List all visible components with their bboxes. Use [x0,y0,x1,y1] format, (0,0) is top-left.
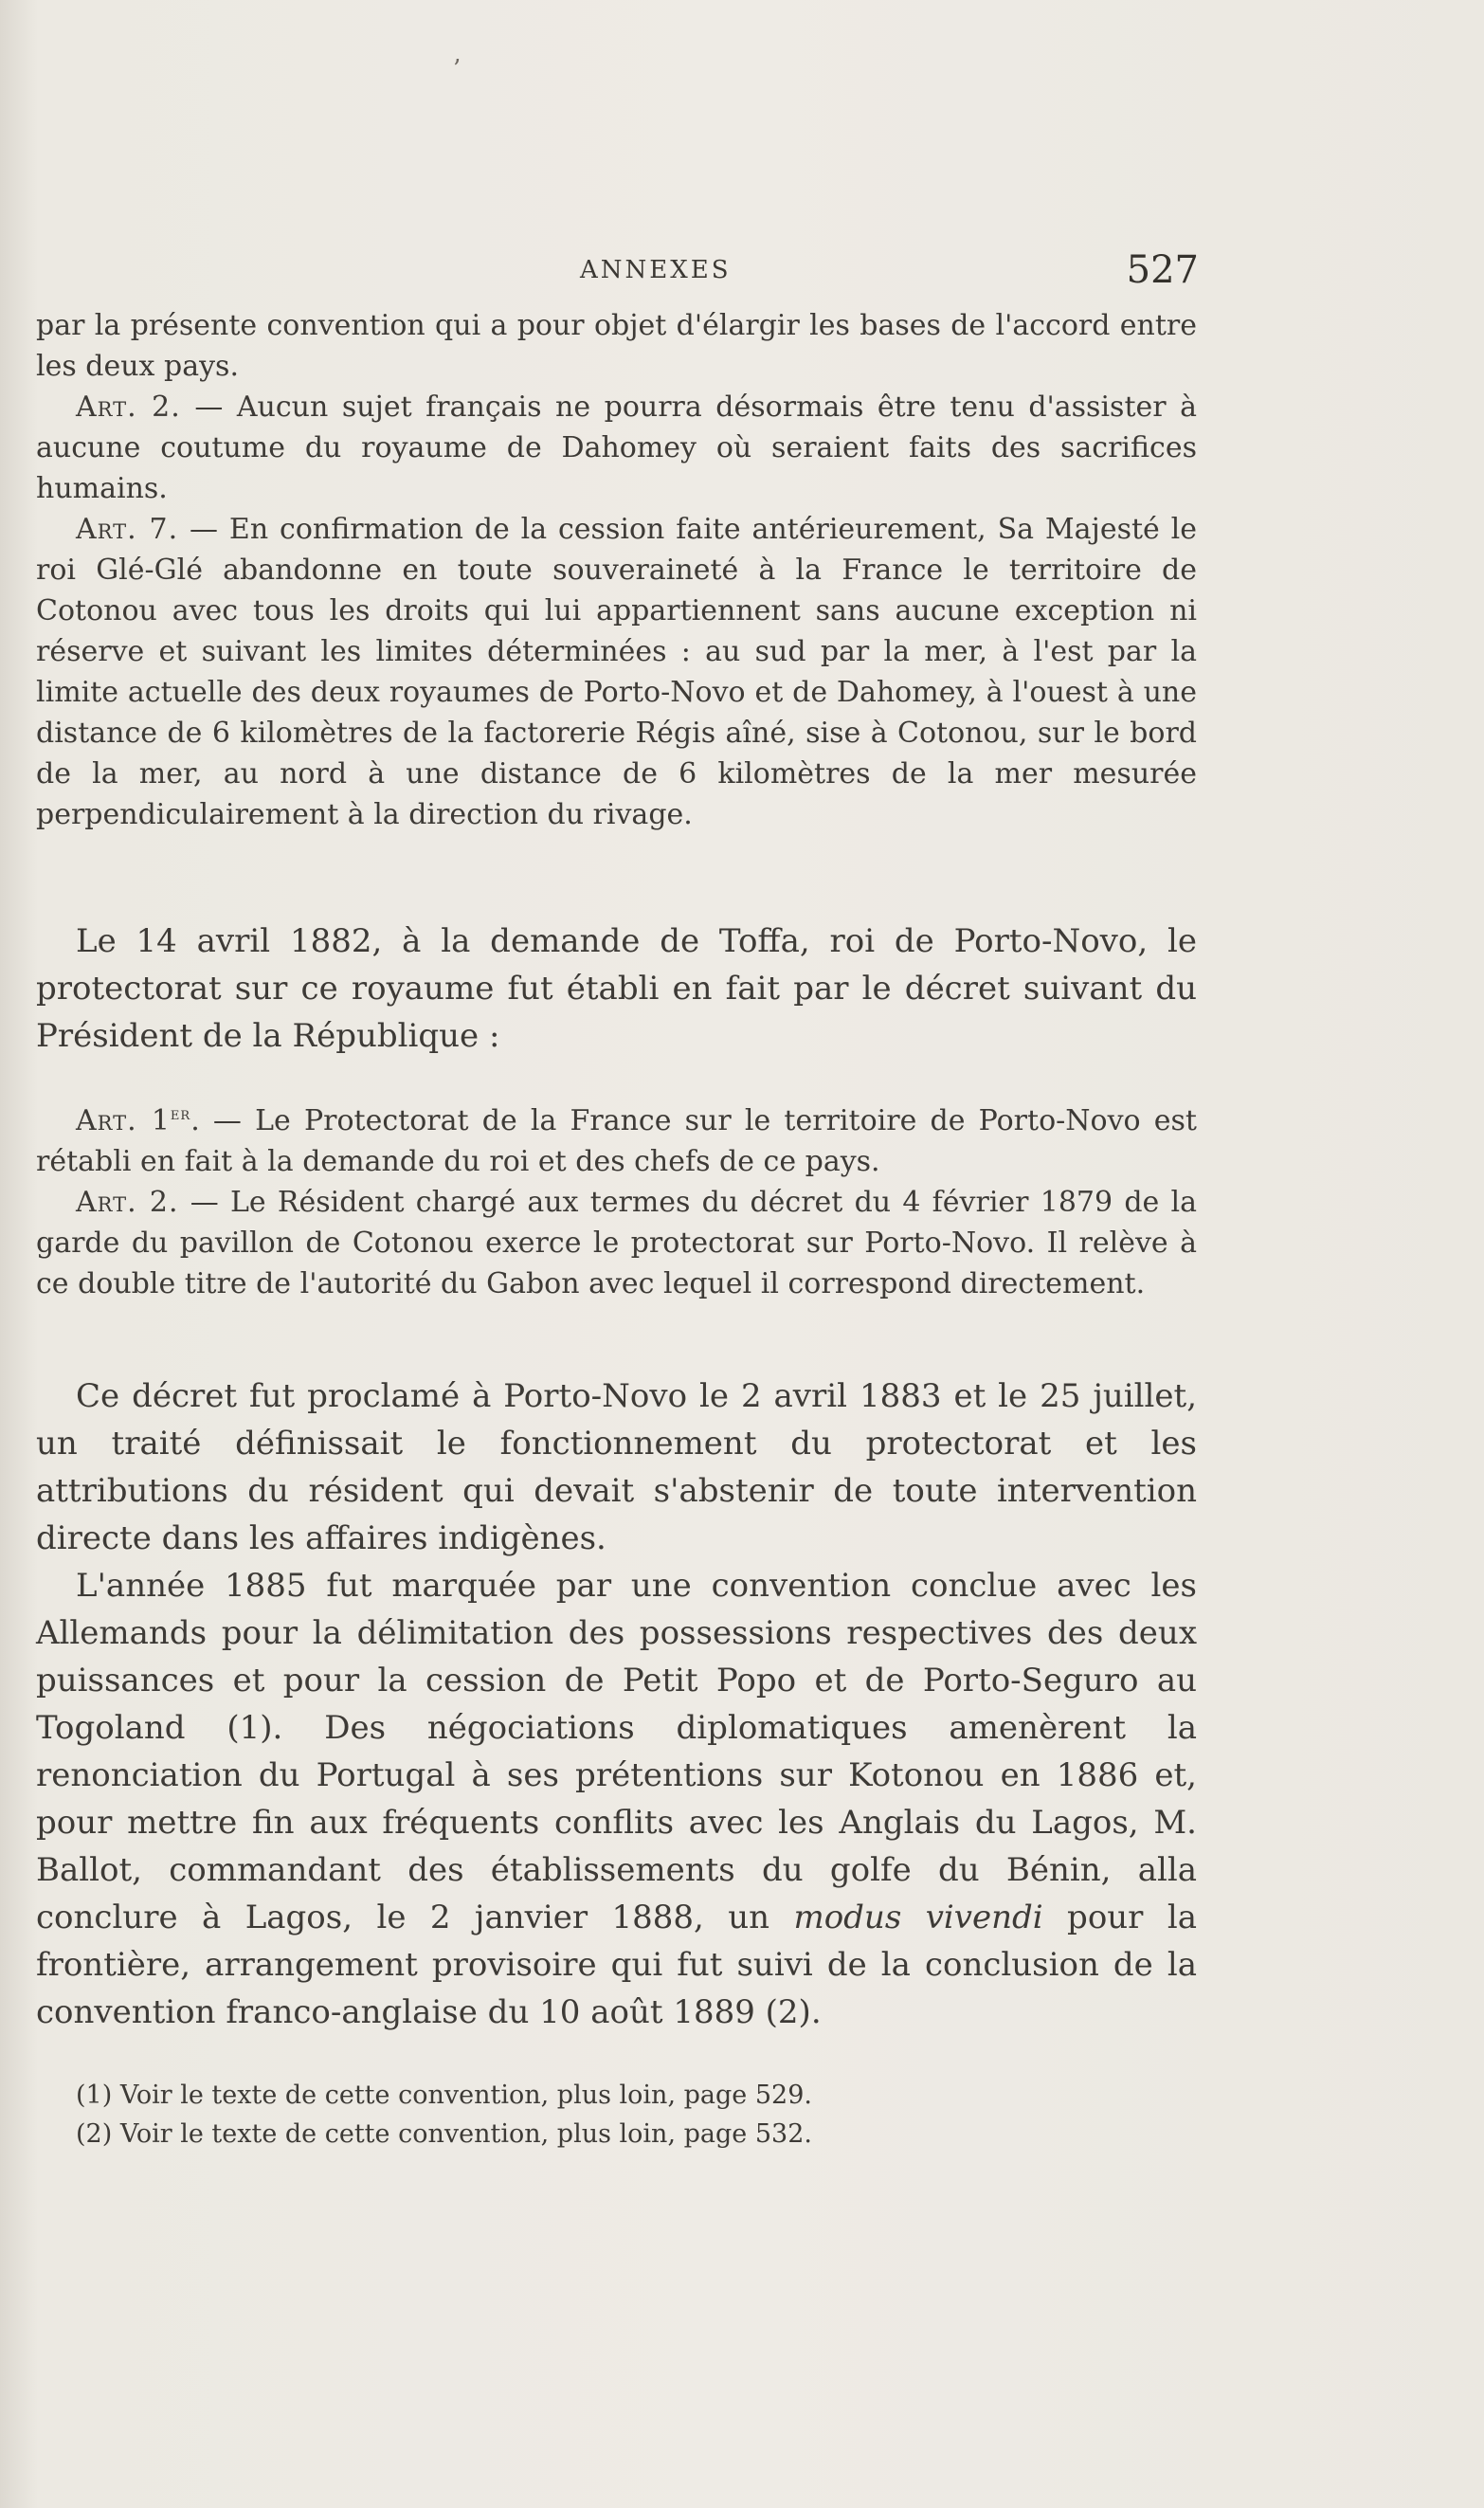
article-label: Art. 2. [76,391,181,424]
article-label: Art. 1er [76,1104,191,1137]
running-head: ANNEXES [580,256,732,284]
page-number: 527 [1126,248,1199,292]
paragraph: par la présente convention qui a pour objet d'élargir les bases de l'accord entre les deux pays. [36,309,1197,383]
protectorat-paragraph [36,918,1197,1060]
decree-block [36,1094,1197,1304]
article-text: . — Le Protectorat de la France sur le territoire de Porto-Novo est rétabli en fait à la demande du roi et des chefs de ce pays. [36,1104,1197,1178]
paragraph: Ce décret fut proclamé à Porto-Novo le 2 avril 1883 et le 25 juillet, un traité définissait le fonctionnement du protectorat et les attributions du résident qui devait s'abstenir de toute intervention directe dans les affaires indigènes. [36,1377,1197,1557]
paragraph: Le 14 avril 1882, à la demande de Toffa, roi de Porto-Novo, le protectorat sur ce royaume fut établi en fait par le décret suivant du Président de la République : [36,922,1197,1055]
article-text: — Aucun sujet français ne pourra désormais être tenu d'assister à aucune coutume du royaume de Dahomey où seraient faits des sacrifices humains. [36,391,1198,505]
article-2 [36,1182,1197,1304]
article-1 [36,1094,1197,1182]
footnotes [76,2076,1118,2154]
paragraph: L'année 1885 fut marquée par une convention conclue avec les Allemands pour la délimitation des possessions respectives des deux puissances et pour la cession de Petit Popo et de Porto-Seguro au Togoland (1). Des négociations diplomatiques amenèrent la renonciation du Portugal à ses prétentions sur Kotonou en 1886 et, pour mettre fin aux fréquents conflits avec les Anglais du Lagos, M. Ballot, commandant des établissements du golfe du Bénin, alla conclure à Lagos, le 2 janvier 1888, un modus vivendi pour la frontière, arrangement provisoire qui fut suivi de la conclusion de la convention franco-anglaise du 10 août 1889 (2). [36,1567,1197,2031]
footnote: (2) Voir le texte de cette convention, plus loin, page 532. [76,2119,812,2149]
article-label: Art. 2. [76,1186,179,1219]
decree-excerpt-block [36,305,1197,835]
page-header [38,248,1199,296]
body-text [36,1372,1197,2036]
article-label: Art. 7. [76,513,179,546]
footnote: (1) Voir le texte de cette convention, plus loin, page 529. [76,2081,812,2110]
stray-mark: ’ [453,55,461,83]
italic-phrase: modus vivendi [793,1899,1043,1936]
article-text: — Le Résident chargé aux termes du décret du 4 février 1879 de la garde du pavillon de Cotonou exerce le protectorat sur Porto-Novo. Il relève à ce double titre de l'autorité du Gabon avec lequel il correspond directement. [36,1186,1198,1300]
article-2 [36,387,1197,509]
article-7 [36,509,1197,835]
article-text: — En confirmation de la cession faite antérieurement, Sa Majesté le roi Glé-Glé abandonne en toute souveraineté à la France le territoire de Cotonou avec tous les droits qui lui appartiennent sans aucune exception ni réserve et suivant les limites déterminées : au sud par la mer, à l'est par la limite actuelle des deux royaumes de Porto-Novo et de Dahomey, à l'ouest à une distance de 6 kilomètres de la factorerie Régis aîné, sise à Cotonou, sur le bord de la mer, au nord à une distance de 6 kilomètres de la mer mesurée perpendiculairement à la direction du rivage. [36,513,1197,831]
